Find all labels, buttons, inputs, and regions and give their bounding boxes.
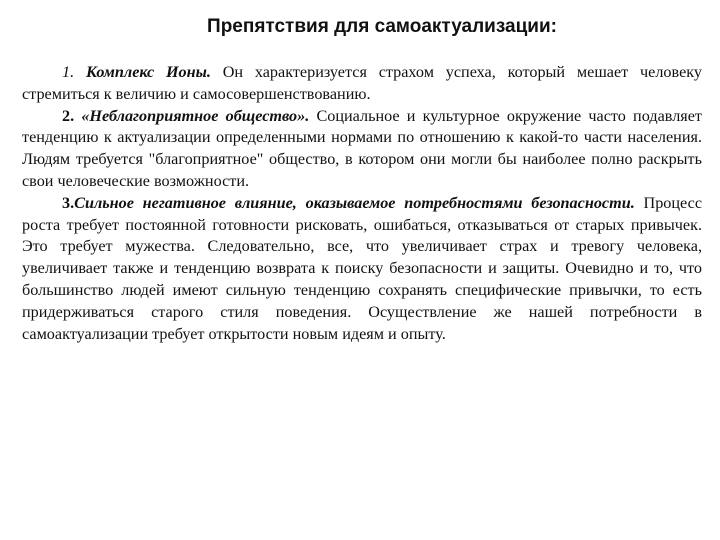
- item-heading: Комплекс Ионы.: [85, 63, 211, 81]
- item-heading: «Неблагоприятное общество».: [81, 106, 310, 125]
- obstacle-item-2: [22, 106, 702, 193]
- obstacle-item-3: [22, 193, 702, 346]
- slide-body: [22, 62, 702, 345]
- item-heading: Сильное негативное влияние, оказываемое потребностями безопасности.: [74, 193, 635, 212]
- item-text: Процесс роста требует постоянной готовности рисковать, ошибаться, отказываться от старых привычек. Это требует мужества. Следовательно, все, что увеличивает страх и тревогу человека, увеличивает также и тенденцию возврата к поиску безопасности и защиты. Очевидно и то, что большинство людей имеют сильную тенденцию сохранять специфические привычки, то есть придерживаться старого стиля поведения. Осуществление же нашей потребности в самоактуализации требует открытости новым идеям и опыту.: [22, 193, 702, 343]
- slide-title: Препятствия для самоактуализации:: [207, 16, 557, 37]
- item-text: Он характеризуется страхом успеха, который мешает человеку стремиться к величию и самосовершенствованию.: [22, 63, 702, 103]
- obstacle-item-1: [22, 62, 702, 106]
- item-text: Социальное и культурное окружение часто подавляет тенденцию к актуализации определенными нормами по отношению к какой-то части населения. Людям требуется "благоприятное" общество, в котором они могли бы наиболее полно раскрыть свои человеческие возможности.: [22, 106, 702, 190]
- item-number: 2.: [62, 106, 82, 125]
- item-number: 3.: [62, 193, 75, 212]
- item-number: 1.: [62, 63, 86, 81]
